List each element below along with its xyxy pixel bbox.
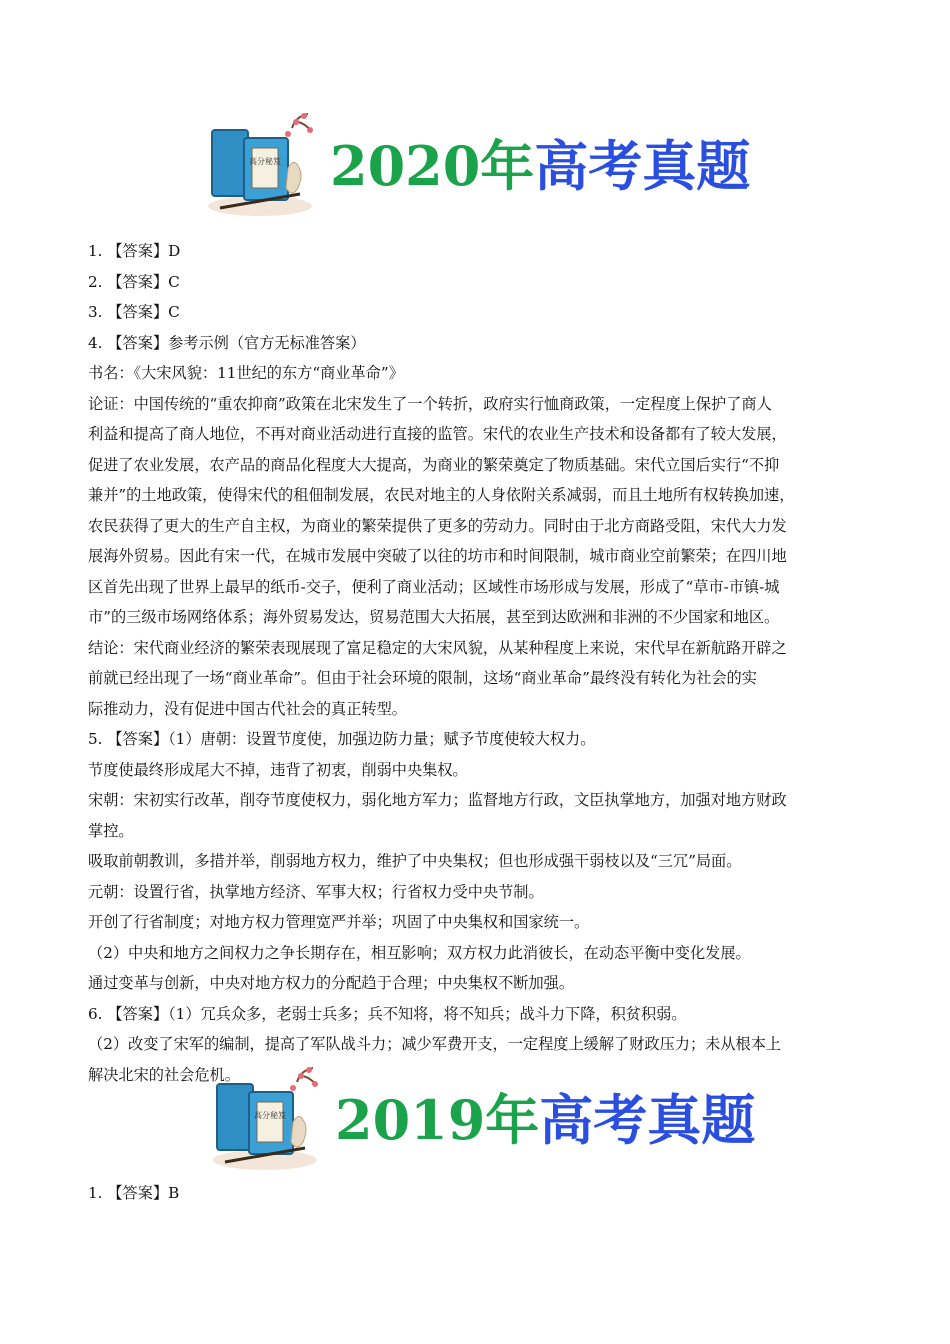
answer-line: 宋朝：宋初实行改革，削夺节度使权力，弱化地方军力；监督地方行政，文臣执掌地方，加强对地方财政 xyxy=(88,791,787,809)
answer-line: 区首先出现了世界上最早的纸币-交子，便利了商业活动；区域性市场形成与发展，形成了“草市-市镇-城 xyxy=(88,577,780,596)
answer-line: 促进了农业发展，农产品的商品化程度大大提高，为商业的繁荣奠定了物质基础。宋代立国后实行“不抑 xyxy=(88,455,780,474)
answer-line: 1. 【答案】B xyxy=(88,1184,180,1202)
answer-line: 解决北宋的社会危机。 xyxy=(88,1065,240,1084)
section-year: 2019年 xyxy=(335,1088,540,1152)
section-title-2020 xyxy=(330,126,750,206)
answers-2020 xyxy=(88,236,868,1090)
svg-text:高分秘笈: 高分秘笈 xyxy=(249,157,281,166)
answer-line: 展海外贸易。因此有宋一代，在城市发展中突破了以往的坊市和时间限制，城市商业空前繁荣；在四川地 xyxy=(88,547,787,565)
answers-2019 xyxy=(88,1178,868,1209)
answer-line: 掌控。 xyxy=(88,821,134,840)
book-logo-icon xyxy=(200,108,320,218)
section-title-2019 xyxy=(335,1080,755,1160)
section-banner-2020 xyxy=(200,108,760,218)
answer-line: 际推动力，没有促进中国古代社会的真正转型。 xyxy=(88,699,407,718)
section-word: 高考真题 xyxy=(534,134,751,198)
svg-text:高分秘笈: 高分秘笈 xyxy=(254,1111,286,1120)
section-word: 高考真题 xyxy=(539,1088,756,1152)
answer-line: 农民获得了更大的生产自主权，为商业的繁荣提供了更多的劳动力。同时由于北方商路受阻，宋代大力发 xyxy=(88,516,787,535)
answer-line: 通过变革与创新，中央对地方权力的分配趋于合理；中央集权不断加强。 xyxy=(88,974,574,992)
section-year: 2020年 xyxy=(330,134,535,198)
answer-line: 吸取前朝教训，多措并举，削弱地方权力，维护了中央集权；但也形成强干弱枝以及“三冗”局面。 xyxy=(88,852,742,870)
answer-line: 开创了行省制度；对地方权力管理宽严并举；巩固了中央集权和国家统一。 xyxy=(88,913,590,931)
answer-line: 5. 【答案】（1）唐朝：设置节度使，加强边防力量；赋予节度使较大权力。 xyxy=(88,730,596,748)
answer-line: 结论：宋代商业经济的繁荣表现展现了富足稳定的大宋风貌，从某种程度上来说，宋代早在新航路开辟之 xyxy=(88,638,787,657)
answer-line: 前就已经出现了一场“商业革命”。但由于社会环境的限制，这场“商业革命”最终没有转化为社会的实 xyxy=(88,669,757,687)
answer-line: 书名：《大宋风貌：11世纪的东方“商业革命”》 xyxy=(88,364,404,382)
answer-line: （2）改变了宋军的编制，提高了军队战斗力；减少军费开支，一定程度上缓解了财政压力；未从根本上 xyxy=(88,1035,782,1053)
answer-line: 2. 【答案】C xyxy=(88,272,180,291)
answer-line: 论证：中国传统的“重农抑商”政策在北宋发生了一个转折，政府实行恤商政策，一定程度上保护了商人 xyxy=(88,394,772,413)
answer-line: 1. 【答案】D xyxy=(88,242,181,260)
book-logo-icon xyxy=(205,1062,325,1172)
answer-line: 3. 【答案】C xyxy=(88,303,180,321)
answer-line: 元朝：设置行省，执掌地方经济、军事大权；行省权力受中央节制。 xyxy=(88,882,544,901)
section-banner-2019 xyxy=(205,1062,765,1172)
answer-line: 节度使最终形成尾大不掉，违背了初衷，削弱中央集权。 xyxy=(88,760,468,779)
answer-line: 利益和提高了商人地位，不再对商业活动进行直接的监管。宋代的农业生产技术和设备都有了较大发展， xyxy=(88,425,787,443)
answer-line: 6. 【答案】（1）冗兵众多，老弱士兵多；兵不知将，将不知兵；战斗力下降，积贫积弱。 xyxy=(88,1004,687,1023)
answer-line: 市”的三级市场网络体系；海外贸易发达，贸易范围大大拓展，甚至到达欧洲和非洲的不少国家和地区。 xyxy=(88,608,780,626)
answer-line: （2）中央和地方之间权力之争长期存在，相互影响；双方权力此消彼长，在动态平衡中变化发展。 xyxy=(88,943,751,962)
answer-line: 4. 【答案】参考示例（官方无标准答案） xyxy=(88,333,366,352)
answer-line: 兼并”的土地政策，使得宋代的租佃制发展，农民对地主的人身依附关系减弱，而且土地所有权转换加速， xyxy=(88,486,795,504)
